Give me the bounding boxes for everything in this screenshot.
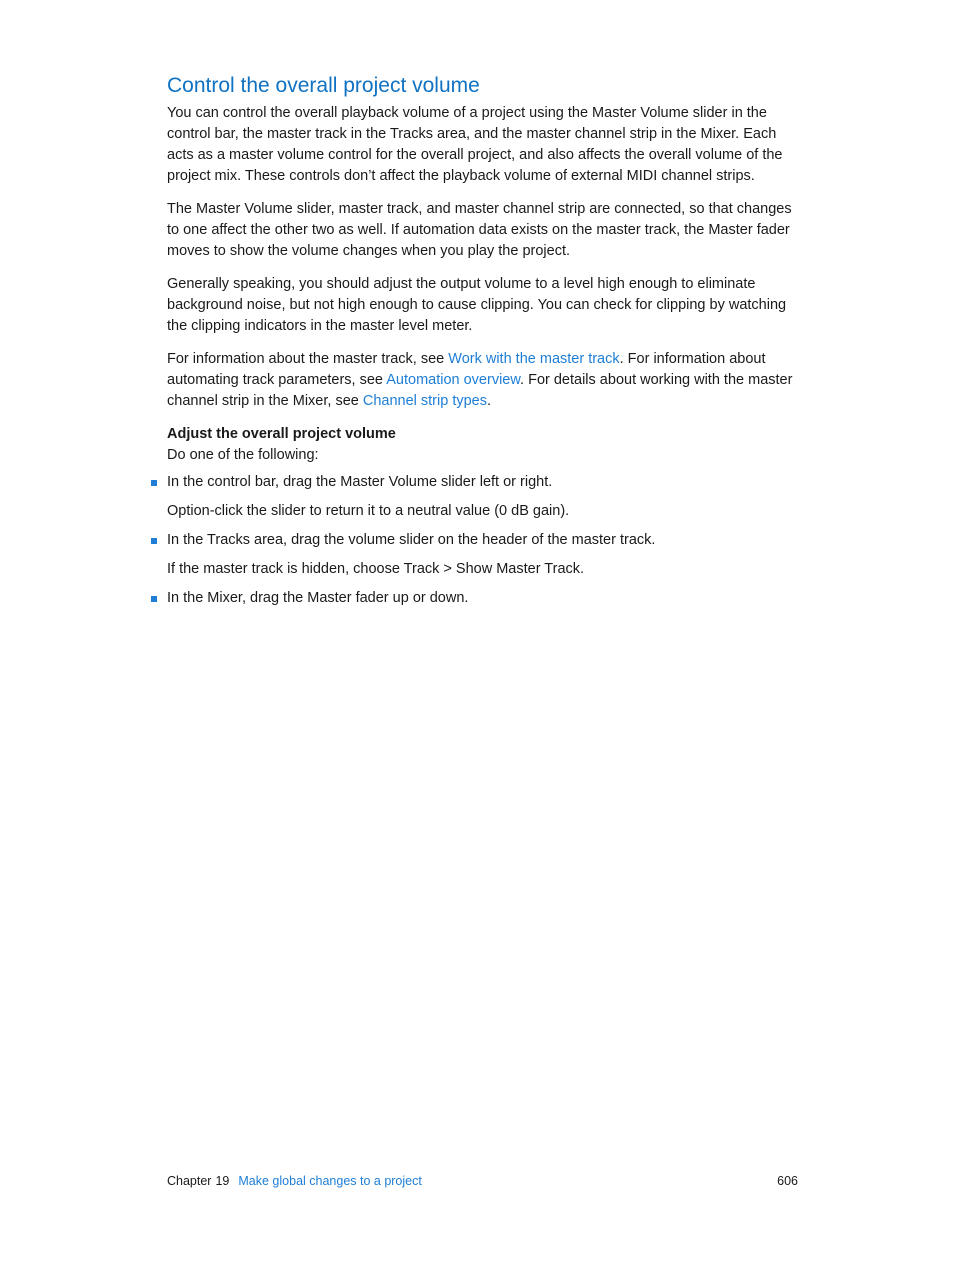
square-bullet-icon [151, 538, 157, 544]
steps-list [167, 472, 797, 609]
links-text-4: . [486, 393, 492, 409]
square-bullet-icon [151, 596, 157, 602]
section-title: Control the overall project volume [167, 74, 480, 97]
footer-chapter-label: Chapter [167, 1174, 212, 1188]
page-number: 606 [777, 1174, 798, 1188]
links-text-1: For information about the master track, see [167, 351, 449, 367]
links-text-3: . For details about working with the master channel strip in the Mixer, see [167, 372, 793, 409]
paragraph-intro: You can control the overall playback volume of a project using the Master Volume slider in the control bar, the master track in the Tracks area, and the master channel strip in the Mixer. Each acts as a master volume control for the overall project, and also affects the overall volume of the project mix. These controls don’t affect the playback volume of external MIDI channel strips. [167, 105, 783, 184]
list-item [167, 588, 797, 609]
task-intro: Do one of the following: [167, 447, 319, 463]
link-automation-overview[interactable]: Automation overview [386, 372, 521, 388]
step-text: In the control bar, drag the Master Volume slider left or right. [167, 474, 553, 490]
list-item [167, 472, 797, 522]
paragraph-clipping: Generally speaking, you should adjust the output volume to a level high enough to eliminate background noise, but not high enough to cause clipping. You can check for clipping by watching the clipping indicators in the master level meter. [167, 276, 787, 334]
paragraph-links [167, 349, 797, 412]
step-text: In the Mixer, drag the Master fader up or down. [167, 590, 469, 606]
link-channel-strip-types[interactable]: Channel strip types [362, 393, 487, 409]
footer-chapter-number: 19 [215, 1174, 230, 1188]
step-note: If the master track is hidden, choose Track > Show Master Track. [167, 561, 585, 577]
step-text: In the Tracks area, drag the volume slider on the header of the master track. [167, 532, 656, 548]
step-note: Option-click the slider to return it to a neutral value (0 dB gain). [167, 503, 570, 519]
links-text-2: . For information about automating track parameters, see [167, 351, 766, 388]
task-heading: Adjust the overall project volume [167, 426, 396, 442]
square-bullet-icon [151, 480, 157, 486]
paragraph-connected-controls: The Master Volume slider, master track, and master channel strip are connected, so that changes to one affect the other two as well. If automation data exists on the master track, the Master fader moves to show the volume changes when you play the project. [167, 201, 792, 259]
page-content [167, 72, 797, 617]
link-work-with-master-track[interactable]: Work with the master track [448, 351, 620, 367]
list-item [167, 530, 797, 580]
footer-chapter-title-link[interactable]: Make global changes to a project [238, 1174, 422, 1188]
page-footer [167, 1172, 798, 1190]
